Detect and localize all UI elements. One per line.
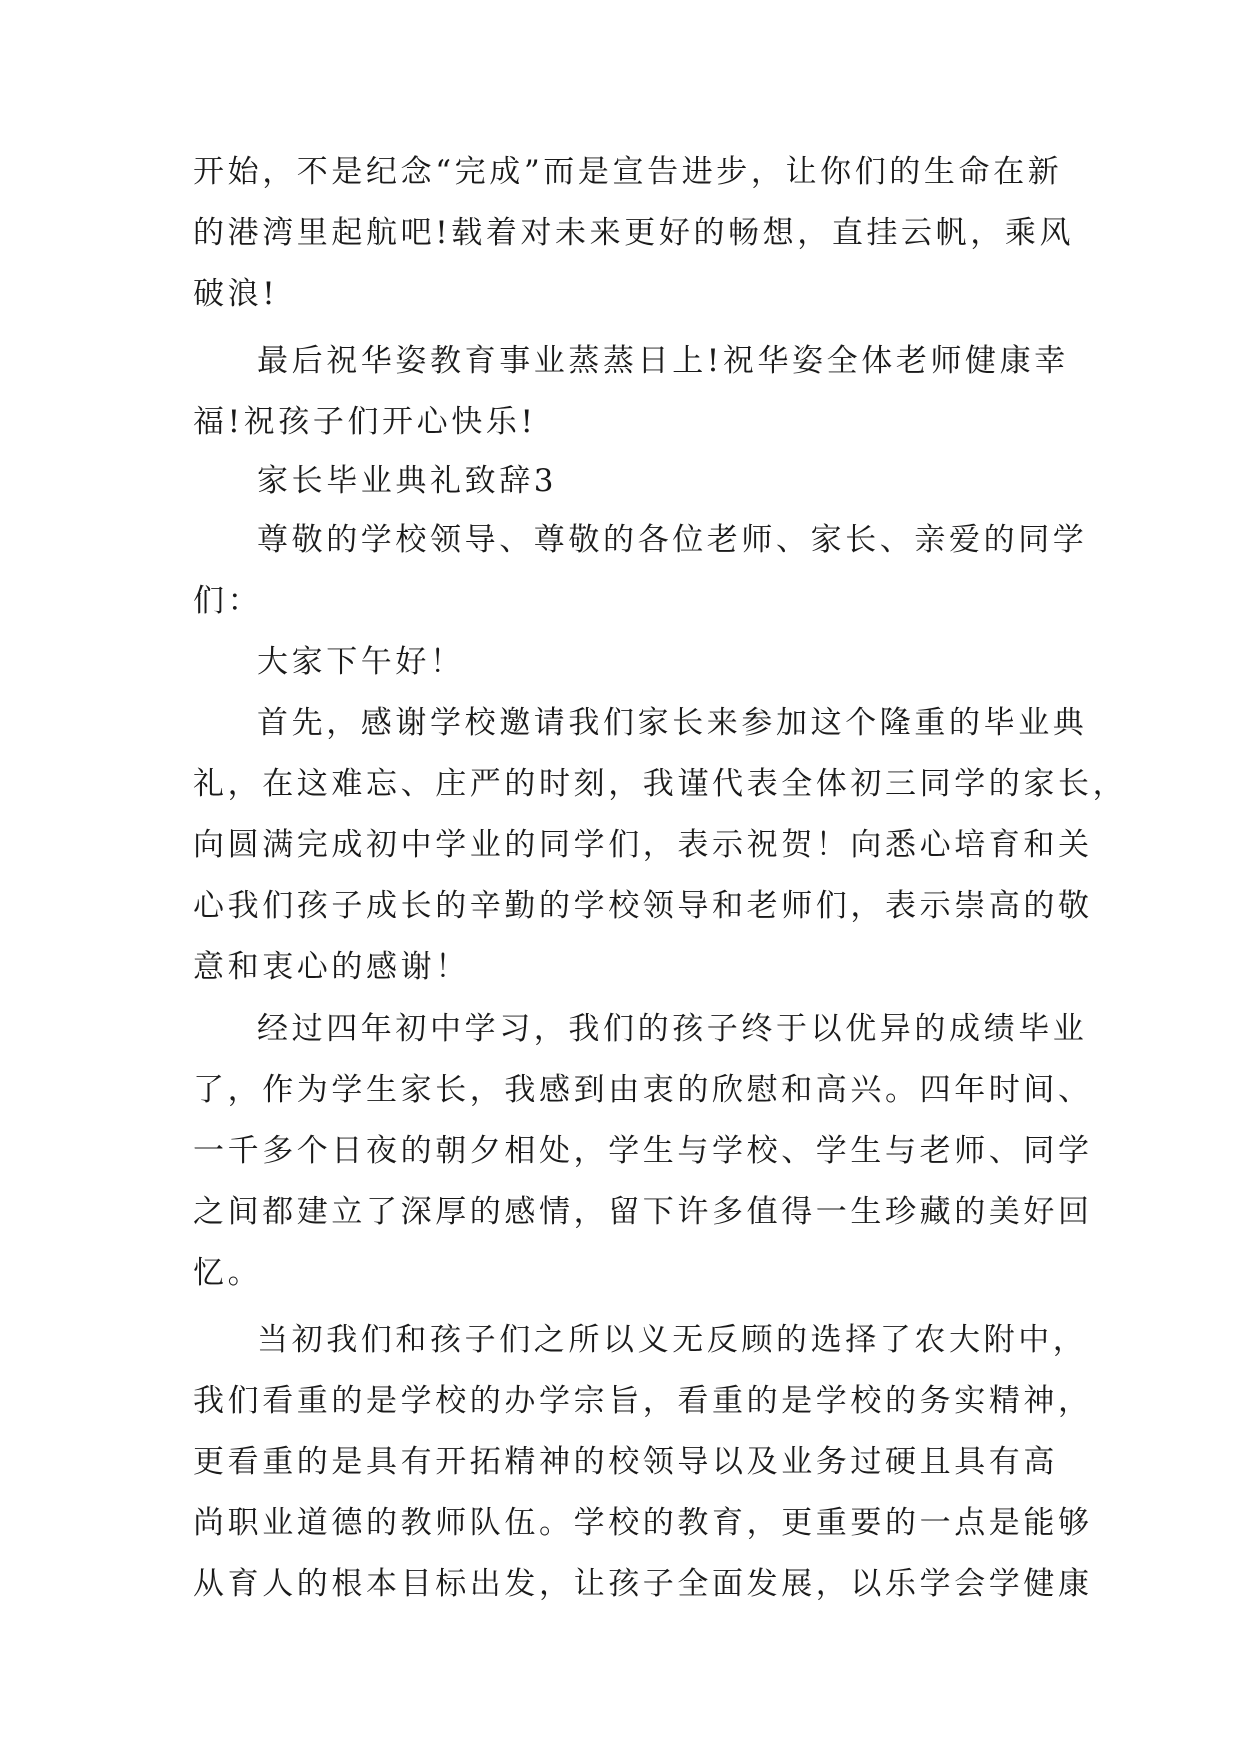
- text-line: 的港湾里起航吧!载着对未来更好的畅想，直挂云帆，乘风: [193, 215, 1075, 251]
- section-heading: 家长毕业典礼致辞3: [257, 463, 558, 499]
- text-line: 经过四年初中学习，我们的孩子终于以优异的成绩毕业: [257, 1011, 1088, 1047]
- text-line: 更看重的是具有开拓精神的校领导以及业务过硬且具有高: [193, 1444, 1058, 1480]
- text-line: 福!祝孩子们开心快乐!: [193, 404, 537, 440]
- text-line: 我们看重的是学校的办学宗旨，看重的是学校的务实精神，: [193, 1383, 1093, 1419]
- text-line: 们：: [193, 583, 263, 619]
- text-line: 大家下午好！: [257, 644, 465, 680]
- text-line: 首先，感谢学校邀请我们家长来参加这个隆重的毕业典: [257, 705, 1088, 741]
- text-line: 之间都建立了深厚的感情，留下许多值得一生珍藏的美好回: [193, 1194, 1093, 1230]
- text-line: 向圆满完成初中学业的同学们，表示祝贺！向悉心培育和关: [193, 827, 1093, 863]
- text-line: 破浪!: [193, 276, 279, 312]
- text-line: 意和衷心的感谢！: [193, 949, 470, 985]
- text-line: 开始，不是纪念“完成”而是宣告进步，让你们的生命在新: [193, 154, 1063, 190]
- text-line: 心我们孩子成长的辛勤的学校领导和老师们，表示崇高的敬: [193, 888, 1093, 924]
- text-line: 最后祝华姿教育事业蒸蒸日上!祝华姿全体老师健康幸: [257, 343, 1069, 379]
- text-line: 了，作为学生家长，我感到由衷的欣慰和高兴。四年时间、: [193, 1072, 1093, 1108]
- text-line: 一千多个日夜的朝夕相处，学生与学校、学生与老师、同学: [193, 1133, 1093, 1169]
- text-line: 尊敬的学校领导、尊敬的各位老师、家长、亲爱的同学: [257, 522, 1088, 558]
- text-line: 当初我们和孩子们之所以义无反顾的选择了农大附中，: [257, 1322, 1088, 1358]
- text-line: 礼，在这难忘、庄严的时刻，我谨代表全体初三同学的家长，: [193, 766, 1128, 802]
- text-line: 忆。: [193, 1255, 263, 1291]
- text-line: 从育人的根本目标出发，让孩子全面发展，以乐学会学健康: [193, 1566, 1093, 1602]
- text-line: 尚职业道德的教师队伍。学校的教育，更重要的一点是能够: [193, 1505, 1093, 1541]
